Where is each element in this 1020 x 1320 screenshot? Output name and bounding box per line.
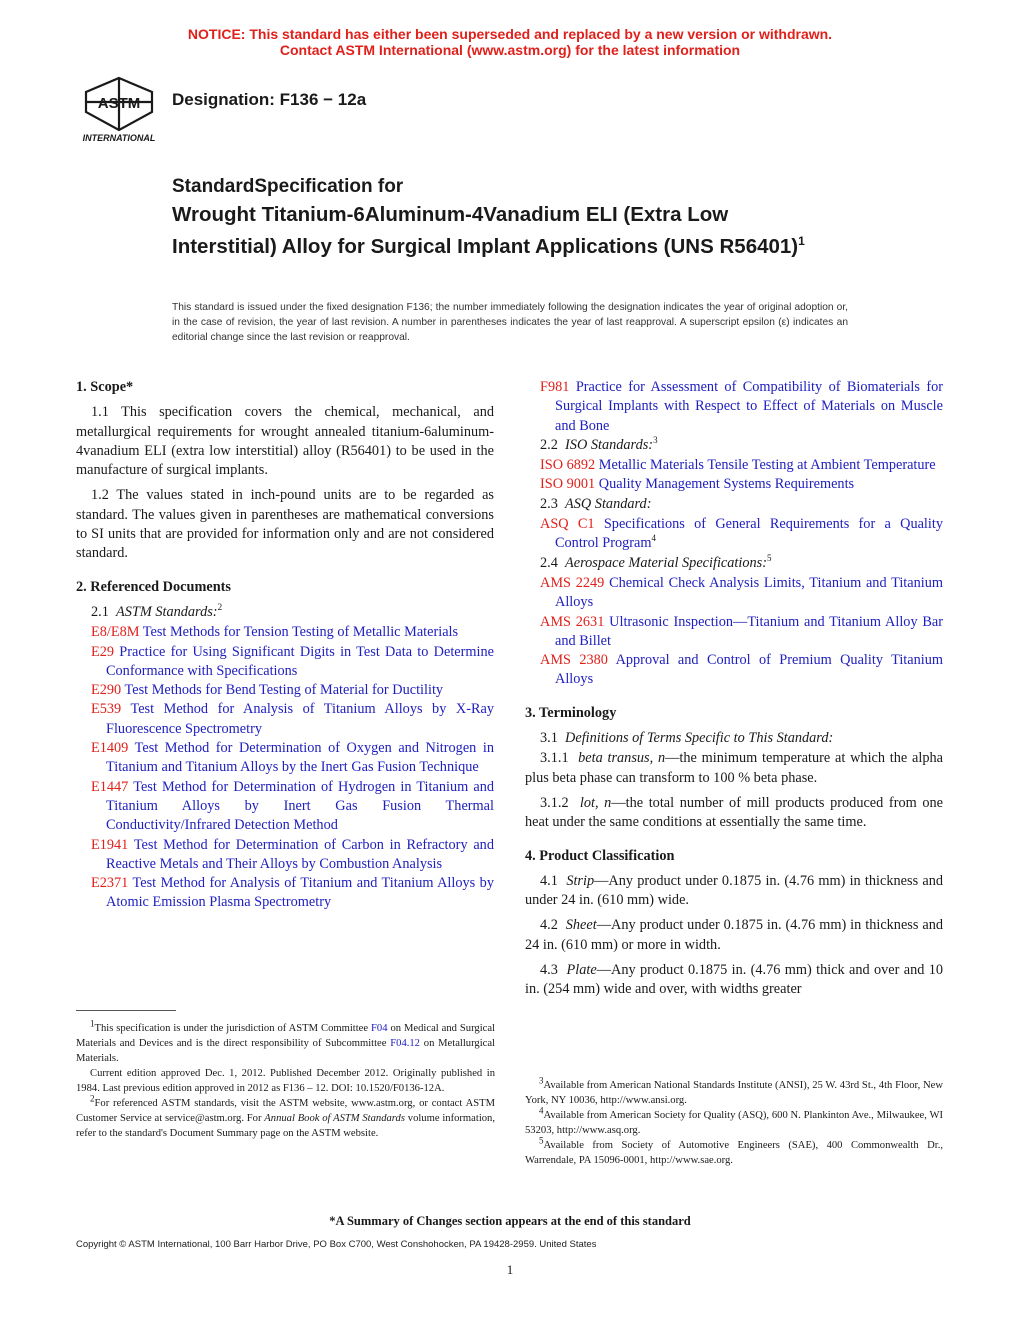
copyright-line: Copyright © ASTM International, 100 Barr Harbor Drive, PO Box C700, West Conshohocken, PA 19428-2959. United States <box>76 1239 597 1250</box>
footnote-mark: 4 <box>539 1105 544 1116</box>
ref-code-link[interactable]: AMS 2631 <box>540 613 605 630</box>
definitions-number: 3.1 <box>540 730 558 747</box>
definition-term: beta transus, n <box>578 750 666 767</box>
footnote-mark: 1 <box>90 1018 95 1029</box>
ref-title-link[interactable]: Test Method for Determination of Hydrogen in Titanium and Titanium Alloys by Inert Gas Fusion Thermal Conductivity/Infrared Detection Method <box>106 778 494 834</box>
definitions-label <box>525 729 943 748</box>
footnote-text: For referenced ASTM standards, visit the ASTM website, www.astm.org, or contact ASTM Customer Service at service@astm.org. For <box>76 1098 495 1124</box>
definition-text: —the total number of mill products produced from one heat under the same conditions at essentially the same time. <box>525 794 943 831</box>
ref-code-link[interactable]: F981 <box>540 379 570 395</box>
definitions-text: Definitions of Terms Specific to This Standard: <box>565 730 834 747</box>
footnote-5 <box>525 1135 943 1168</box>
subcommittee-link[interactable]: F04.12 <box>390 1038 420 1049</box>
footnote-3 <box>525 1075 943 1108</box>
ref-code-link[interactable]: E8/E8M <box>91 624 140 641</box>
footnote-divider <box>76 1010 176 1011</box>
ref-title-link[interactable]: Chemical Check Analysis Limits, Titanium and Titanium Alloys <box>555 574 944 611</box>
iso-standards-label <box>525 436 943 455</box>
ref-e29 <box>76 643 494 682</box>
committee-link[interactable]: F04 <box>371 1023 388 1034</box>
terminology-heading: 3. Terminology <box>525 704 617 721</box>
classification-term: Sheet <box>565 917 597 934</box>
ref-code-link[interactable]: E2371 <box>91 875 129 892</box>
page-number: 1 <box>506 1262 514 1277</box>
notice-line-1: NOTICE: This standard has either been superseded and replaced by a new version or withdrawn. <box>187 26 833 42</box>
asq-standard-number: 2.3 <box>540 495 558 512</box>
right-column <box>525 378 943 1006</box>
classification-text: —Any product under 0.1875 in. (4.76 mm) in thickness and 24 in. (610 mm) or more in width. <box>525 917 944 953</box>
ref-e1409 <box>76 739 494 778</box>
footnote-edition: Current edition approved Dec. 1, 2012. Published December 2012. Originally published in 1984. Last previous edition approved in 2012 as F136 – 12. DOI: 10.1520/F0136-12A. <box>76 1068 495 1094</box>
classification-number: 4.3 <box>540 962 558 979</box>
product-classification-heading: 4. Product Classification <box>525 847 675 864</box>
classification-number: 4.1 <box>540 872 558 889</box>
definition-number: 3.1.2 <box>540 794 569 811</box>
ref-code-link[interactable]: E1409 <box>91 740 129 757</box>
astm-logo-icon <box>74 72 164 148</box>
ref-e539 <box>76 700 494 739</box>
footnote-4 <box>525 1105 943 1138</box>
ref-code-link[interactable]: ASQ C1 <box>540 516 595 533</box>
ref-code-link[interactable]: AMS 2249 <box>540 574 605 591</box>
classification-term: Plate <box>566 962 597 979</box>
referenced-documents-heading: 2. Referenced Documents <box>76 578 231 595</box>
footnote-mark: 2 <box>90 1093 95 1104</box>
footnotes-left <box>76 1018 496 1141</box>
classification-sheet <box>525 916 943 955</box>
astm-standards-number: 2.1 <box>91 603 109 620</box>
title-main-text: Wrought Titanium-6Aluminum-4Vanadium ELI (Extra Low Interstitial) Alloy for Surgical Implant Applications (UNS R56401) <box>172 203 799 258</box>
ref-title-link[interactable]: Metallic Materials Tensile Testing at Ambient Temperature <box>598 457 936 474</box>
iso-standards-sup: 3 <box>653 435 658 446</box>
classification-term: Strip <box>566 872 595 889</box>
footnote-text: Available from American National Standards Institute (ANSI), 25 W. 43rd St., 4th Floor, New York, NY 10036, http://www.ansi.org. <box>525 1080 943 1106</box>
logo-subtext: INTERNATIONAL <box>82 133 156 143</box>
footnote-mark: 3 <box>539 1075 544 1086</box>
ref-title-link[interactable]: Practice for Using Significant Digits in Test Data to Determine Conformance with Specifications <box>106 643 494 679</box>
footnote-2 <box>76 1093 496 1141</box>
designation: Designation: F136 − 12a <box>172 90 367 109</box>
footnotes-right <box>525 1075 943 1168</box>
issued-note: This standard is issued under the fixed designation F136; the number immediately following the designation indicates the year of original adoption or, in the case of revision, the year of last revision. A number in parentheses indicates the year of last reapproval. A superscript epsilon (ε) indicates an editorial change since the last revision or reapproval. <box>172 302 848 343</box>
definition-beta-transus <box>525 749 943 788</box>
ref-ams-2631 <box>525 613 943 652</box>
classification-strip <box>525 872 943 911</box>
ref-title-link[interactable]: Ultrasonic Inspection—Titanium and Titanium Alloy Bar and Billet <box>555 613 944 649</box>
paragraph-1-2: 1.2 The values stated in inch-pound units are to be regarded as standard. The values given in parentheses are mathematical conversions to SI units that are provided for information only and are not considered standard. <box>76 487 494 562</box>
footnote-text: on Metallurgical Materials. <box>76 1038 496 1064</box>
title-main <box>172 201 832 260</box>
ref-code-link[interactable]: E1447 <box>91 778 129 795</box>
ref-title-link[interactable]: Test Method for Analysis of Titanium and Titanium Alloys by Atomic Emission Plasma Spectrometry <box>106 875 494 911</box>
definition-term: lot, n <box>579 794 612 811</box>
ref-title-link[interactable]: Test Method for Determination of Carbon in Refractory and Reactive Metals and Their Alloys by Combustion Analysis <box>106 836 494 872</box>
astm-standards-sup: 2 <box>217 602 223 613</box>
footnote-text: This specification is under the jurisdiction of ASTM Committee <box>94 1023 369 1034</box>
footnote-mark: 5 <box>539 1135 544 1146</box>
ref-e2371 <box>76 874 494 913</box>
ref-title-link[interactable]: Test Method for Determination of Oxygen and Nitrogen in Titanium and Titanium Alloys by the Inert Gas Fusion Technique <box>106 740 494 776</box>
document-title <box>172 176 832 260</box>
definition-lot <box>525 794 943 833</box>
classification-plate <box>525 961 943 1000</box>
ref-e8 <box>76 623 494 642</box>
paragraph-1-1: 1.1 This specification covers the chemical, mechanical, and metallurgical requirements for wrought annealed titanium-6aluminum-4vanadium ELI (extra low interstitial) alloy (R56401) to be used in the manufacture of surgical implants. <box>76 404 494 479</box>
classification-number: 4.2 <box>540 917 558 934</box>
iso-standards-number: 2.2 <box>540 436 558 453</box>
footnote-text: on Medical and Surgical Materials and Devices and is the direct responsibility of Subcommittee <box>76 1023 495 1049</box>
classification-text: —Any product 0.1875 in. (4.76 mm) thick and over and 10 in. (254 mm) wide and over, with widths greater <box>525 962 943 998</box>
ref-title-link[interactable]: Practice for Assessment of Compatibility of Biomaterials for Surgical Implants with Respect to Effect of Materials on Muscle and Bone <box>555 379 943 434</box>
ref-e1447 <box>76 778 494 836</box>
ref-title-link[interactable]: Test Methods for Bend Testing of Material for Ductility <box>124 682 444 699</box>
ams-label <box>525 554 943 573</box>
asq-standard-text: ASQ Standard: <box>565 495 652 512</box>
ref-iso-9001 <box>525 475 943 494</box>
iso-standards-text: ISO Standards: <box>565 436 654 453</box>
ref-iso-6892 <box>525 456 943 475</box>
left-column <box>76 378 494 913</box>
ref-code-link[interactable]: AMS 2380 <box>540 652 608 669</box>
ref-e1941 <box>76 836 494 875</box>
logo-letters: ASTM <box>97 95 141 112</box>
ref-title-link[interactable]: Test Methods for Tension Testing of Metallic Materials <box>142 624 459 641</box>
asq-ref-sup: 4 <box>651 533 656 544</box>
ref-title-link[interactable]: Specifications of General Requirements for a Quality Control Program <box>555 516 943 552</box>
footnote-italic: Annual Book of ASTM Standards <box>264 1113 405 1124</box>
ref-ams-2249 <box>525 574 943 613</box>
footnote-text: Available from Society of Automotive Engineers (SAE), 400 Commonwealth Dr., Warrendale, PA 15096-0001, http://www.sae.org. <box>525 1140 943 1166</box>
definition-number: 3.1.1 <box>540 750 569 767</box>
ref-f981 <box>525 378 943 436</box>
notice-line-2: Contact ASTM International (www.astm.org) for the latest information <box>279 42 741 58</box>
ref-code-link[interactable]: E1941 <box>91 836 129 853</box>
ref-title-link[interactable]: Test Method for Analysis of Titanium Alloys by X-Ray Fluorescence Spectrometry <box>106 701 494 737</box>
ref-code-link[interactable]: ISO 6892 <box>540 457 596 474</box>
scope-heading: 1. Scope* <box>76 379 134 395</box>
ams-text: Aerospace Material Specifications: <box>565 554 767 571</box>
ref-code-link[interactable]: E29 <box>91 643 115 660</box>
astm-standards-label <box>76 603 494 622</box>
ams-sup: 5 <box>767 552 772 563</box>
ref-title-link[interactable]: Approval and Control of Premium Quality Titanium Alloys <box>555 652 944 688</box>
ams-number: 2.4 <box>540 554 558 571</box>
footnote-1 <box>76 1018 496 1066</box>
title-footnote-mark: 1 <box>798 234 805 248</box>
astm-logo <box>74 72 164 148</box>
ref-e290 <box>76 681 494 700</box>
footnote-text: volume information, refer to the standard's Document Summary page on the ASTM website. <box>76 1113 496 1139</box>
classification-text: —Any product under 0.1875 in. (4.76 mm) in thickness and under 24 in. (610 mm) wide. <box>525 872 943 909</box>
definition-text: —the minimum temperature at which the alpha plus beta phase can transform to 100 % beta phase. <box>525 750 943 786</box>
ref-ams-2380 <box>525 651 943 690</box>
footnote-text: Available from American Society for Quality (ASQ), 600 N. Plankinton Ave., Milwaukee, WI 53203, http://www.asq.org. <box>525 1110 943 1136</box>
title-line-1: StandardSpecification for <box>172 176 404 197</box>
astm-standards-text: ASTM Standards: <box>116 603 218 620</box>
ref-asq-c1 <box>525 515 943 554</box>
ref-code-link[interactable]: E290 <box>91 682 122 699</box>
ref-title-link[interactable]: Quality Management Systems Requirements <box>598 476 855 493</box>
asq-standard-label <box>525 495 943 514</box>
ref-code-link[interactable]: ISO 9001 <box>540 476 596 493</box>
withdrawal-notice <box>0 26 1020 58</box>
summary-of-changes-note: *A Summary of Changes section appears at the end of this standard <box>329 1214 691 1228</box>
ref-code-link[interactable]: E539 <box>91 701 122 718</box>
